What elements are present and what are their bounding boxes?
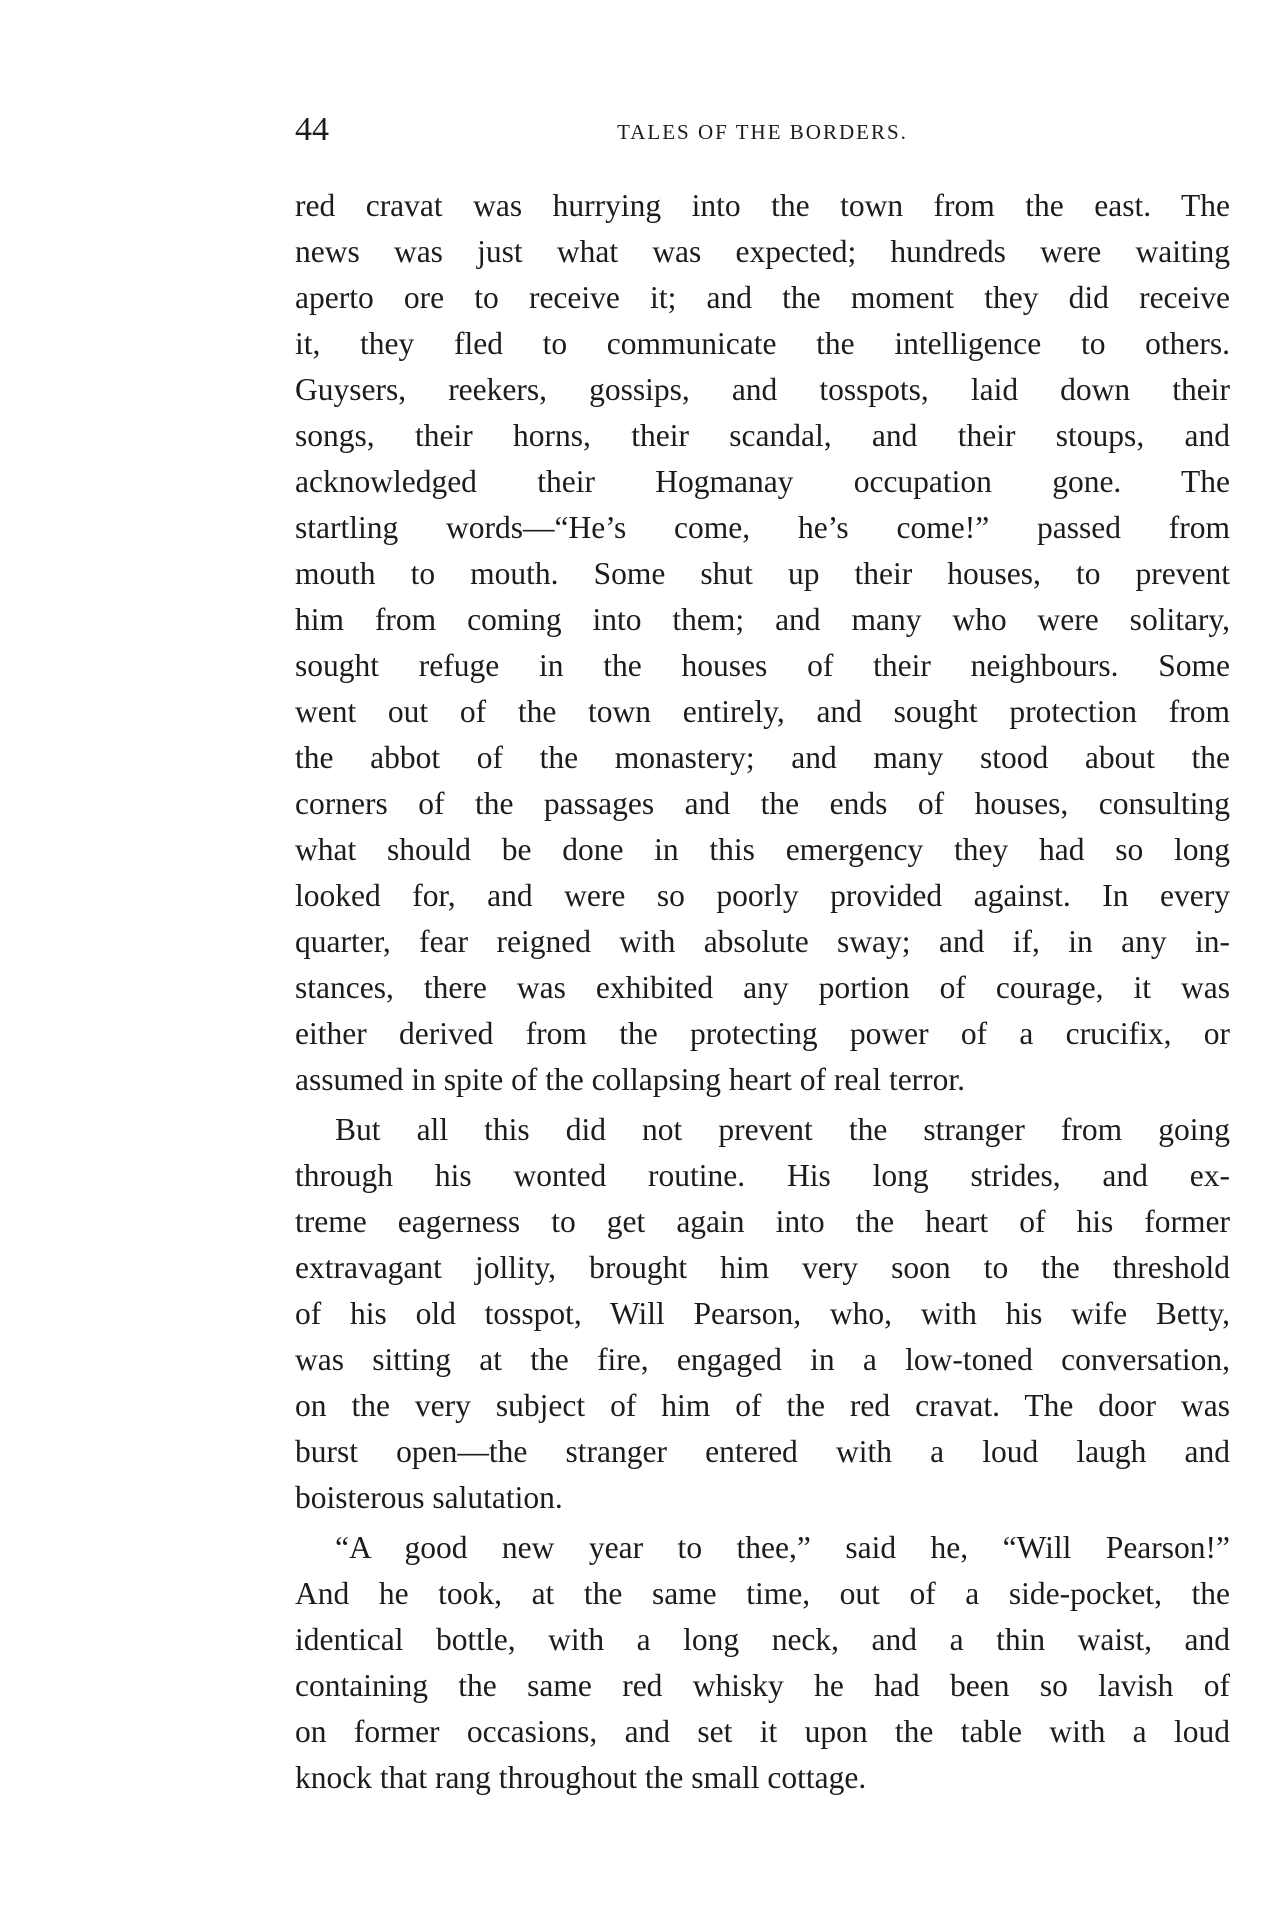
text-line: “A good new year to thee,” said he, “Will Pearson!”	[335, 1530, 1230, 1565]
paragraph	[295, 1107, 1230, 1521]
text-line: on the very subject of him of the red cravat. The door was	[295, 1388, 1230, 1423]
text-line: sought refuge in the houses of their neighbours. Some	[295, 648, 1230, 683]
text-line: startling words—“He’s come, he’s come!” passed from	[295, 510, 1230, 545]
text-line: looked for, and were so poorly provided against. In every	[295, 878, 1230, 913]
text-line: was sitting at the fire, engaged in a low-toned conversation,	[295, 1342, 1230, 1377]
text-line: what should be done in this emergency they had so long	[295, 832, 1230, 867]
text-line: acknowledged their Hogmanay occupation gone. The	[295, 464, 1230, 499]
text-line: But all this did not prevent the stranger from going	[335, 1112, 1230, 1147]
text-line: corners of the passages and the ends of houses, consulting	[295, 786, 1230, 821]
text-line: through his wonted routine. His long strides, and ex-	[295, 1158, 1230, 1193]
text-line: treme eagerness to get again into the heart of his former	[295, 1204, 1230, 1239]
text-line: news was just what was expected; hundreds were waiting	[295, 234, 1230, 269]
running-head	[295, 110, 1230, 150]
page-number: 44	[295, 111, 329, 148]
text-line: went out of the town entirely, and sought protection from	[295, 694, 1230, 729]
text-line: of his old tosspot, Will Pearson, who, with his wife Betty,	[295, 1296, 1230, 1331]
text-line: either derived from the protecting power of a crucifix, or	[295, 1016, 1230, 1051]
running-title: TALES OF THE BORDERS.	[617, 120, 908, 144]
text-line: And he took, at the same time, out of a side-pocket, the	[295, 1576, 1230, 1611]
text-line: quarter, fear reigned with absolute sway; and if, in any in-	[295, 924, 1230, 959]
text-line: identical bottle, with a long neck, and a thin waist, and	[295, 1622, 1230, 1657]
body-text	[295, 183, 1230, 1805]
text-line: it, they fled to communicate the intelligence to others.	[295, 326, 1230, 361]
text-line: him from coming into them; and many who were solitary,	[295, 602, 1230, 637]
text-line: the abbot of the monastery; and many stood about the	[295, 740, 1230, 775]
text-line: knock that rang throughout the small cottage.	[295, 1760, 867, 1795]
text-line: extravagant jollity, brought him very soon to the threshold	[295, 1250, 1230, 1285]
text-line: burst open—the stranger entered with a loud laugh and	[295, 1434, 1230, 1469]
text-line: on former occasions, and set it upon the table with a loud	[295, 1714, 1230, 1749]
text-line: Guysers, reekers, gossips, and tosspots, laid down their	[295, 372, 1230, 407]
paragraph	[295, 183, 1230, 1103]
text-line: red cravat was hurrying into the town from the east. The	[295, 188, 1230, 223]
text-line: containing the same red whisky he had been so lavish of	[295, 1668, 1230, 1703]
text-line: mouth to mouth. Some shut up their houses, to prevent	[295, 556, 1230, 591]
text-line: stances, there was exhibited any portion of courage, it was	[295, 970, 1230, 1005]
text-line: assumed in spite of the collapsing heart of real terror.	[295, 1062, 966, 1097]
paragraph	[295, 1525, 1230, 1801]
text-line: aperto ore to receive it; and the moment they did receive	[295, 280, 1230, 315]
text-line: songs, their horns, their scandal, and their stoups, and	[295, 418, 1230, 453]
text-line: boisterous salutation.	[295, 1480, 563, 1515]
